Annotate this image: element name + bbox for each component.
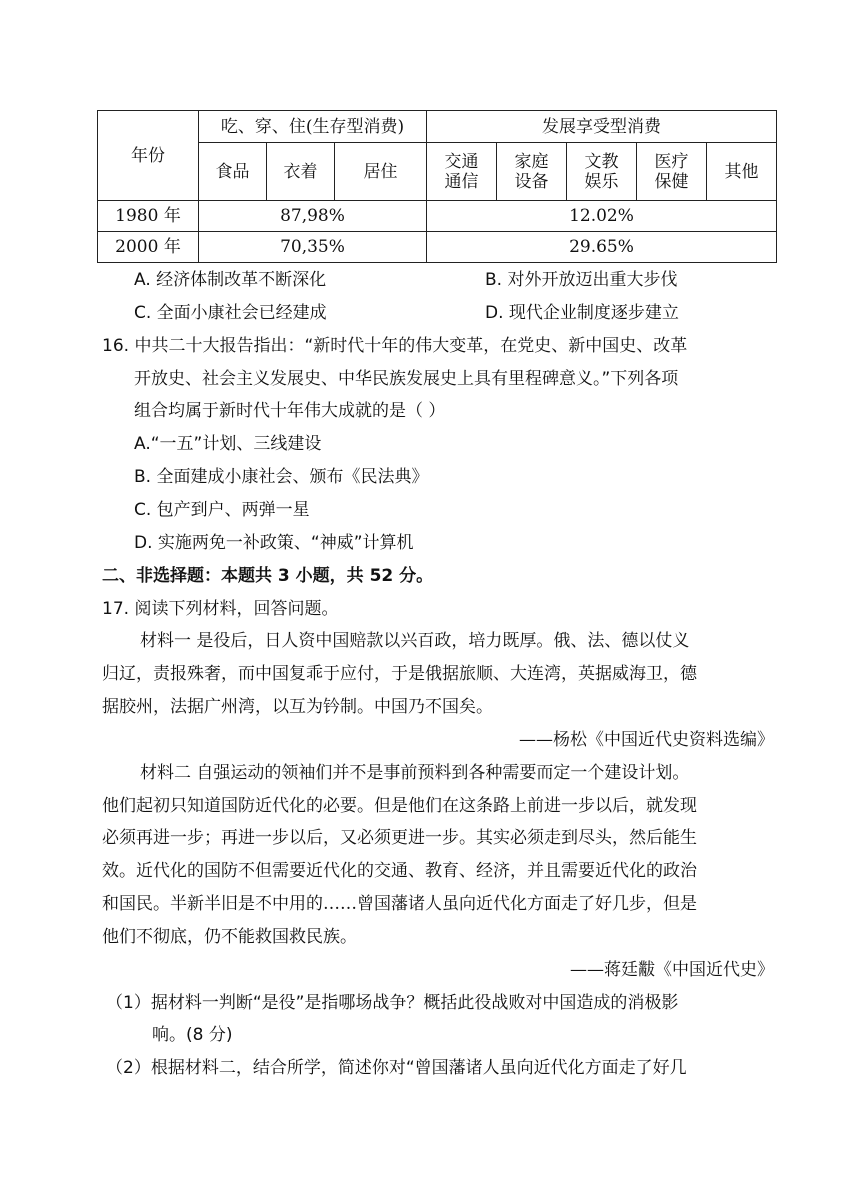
material-1-line-1: 材料一 是役后，日人资中国赔款以兴百政，培力既厚。俄、法、德以仗义 <box>140 631 690 651</box>
row-survival-share: 87,98% <box>199 201 427 232</box>
q15-option-c: C. 全面小康社会已经建成 <box>134 303 327 323</box>
q17-sub-1-line-2: 响。(8 分) <box>152 1025 233 1045</box>
row-year: 1980 年 <box>98 201 199 232</box>
row-survival-share: 70,35% <box>199 232 427 263</box>
material-2-line-5: 和国民。半新半旧是不中用的……曾国藩诸人虽向近代化方面走了好几步，但是 <box>102 894 697 914</box>
material-2-line-3: 必须再进一步；再进一步以后，又必须更进一步。其实必须走到尽头，然后能生 <box>102 828 697 848</box>
table-row <box>98 232 777 263</box>
transport-header: 交通通信 <box>427 143 497 201</box>
q15-option-a: A. 经济体制改革不断深化 <box>134 270 327 290</box>
row-development-share: 29.65% <box>427 232 777 263</box>
section-2-title: 二、非选择题：本题共 3 小题，共 52 分。 <box>102 566 434 586</box>
q16-stem-line-3: 组合均属于新时代十年伟大成就的是（ ） <box>134 401 446 421</box>
q17-stem: 17. 阅读下列材料，回答问题。 <box>102 599 339 619</box>
q15-option-b: B. 对外开放迈出重大步伐 <box>485 270 678 290</box>
q17-sub-2-line-1: （2）根据材料二，结合所学，简述你对“曾国藩诸人虽向近代化方面走了好几 <box>106 1058 687 1078</box>
clothing-header: 衣着 <box>267 143 335 201</box>
education-entertainment-header: 文教娱乐 <box>567 143 637 201</box>
material-2-line-4: 效。近代化的国防不但需要近代化的交通、教育、经济，并且需要近代化的政治 <box>102 861 697 881</box>
material-2-line-2: 他们起初只知道国防近代化的必要。但是他们在这条路上前进一步以后，就发现 <box>102 796 697 816</box>
table-row <box>98 201 777 232</box>
q16-option-a: A.“一五”计划、三线建设 <box>134 434 322 454</box>
housing-header: 居住 <box>335 143 427 201</box>
healthcare-header: 医疗保健 <box>637 143 707 201</box>
food-header: 食品 <box>199 143 267 201</box>
household-equipment-header: 家庭设备 <box>497 143 567 201</box>
row-development-share: 12.02% <box>427 201 777 232</box>
material-2-source: ——蒋廷黻《中国近代史》 <box>570 960 774 980</box>
consumption-table <box>97 110 777 263</box>
other-header: 其他 <box>707 143 777 201</box>
q17-sub-1-line-1: （1）据材料一判断“是役”是指哪场战争？概括此役战败对中国造成的消极影 <box>106 993 679 1013</box>
material-2-line-1: 材料二 自强运动的领袖们并不是事前预料到各种需要而定一个建设计划。 <box>140 763 690 783</box>
development-consumption-header: 发展享受型消费 <box>427 111 777 143</box>
material-2-line-6: 他们不彻底，仍不能救国救民族。 <box>102 927 357 947</box>
q16-option-d: D. 实施两免一补政策、“神威”计算机 <box>134 533 414 553</box>
row-year: 2000 年 <box>98 232 199 263</box>
q16-option-c: C. 包产到户、两弹一星 <box>134 500 310 520</box>
q16-stem-line-1: 16. 中共二十大报告指出：“新时代十年的伟大变革，在党史、新中国史、改革 <box>102 336 688 356</box>
survival-consumption-header: 吃、穿、住(生存型消费) <box>199 111 427 143</box>
material-1-line-2: 归辽，责报殊奢，而中国复乖于应付，于是俄据旅顺、大连湾，英据威海卫，德 <box>102 664 697 684</box>
q15-option-d: D. 现代企业制度逐步建立 <box>485 303 679 323</box>
q16-option-b: B. 全面建成小康社会、颁布《民法典》 <box>134 467 429 487</box>
q16-stem-line-2: 开放史、社会主义发展史、中华民族发展史上具有里程碑意义。”下列各项 <box>134 369 679 389</box>
year-header: 年份 <box>98 111 199 201</box>
material-1-line-3: 据胶州，法据广州湾，以互为钤制。中国乃不国矣。 <box>102 697 493 717</box>
material-1-source: ——杨松《中国近代史资料选编》 <box>519 730 774 750</box>
